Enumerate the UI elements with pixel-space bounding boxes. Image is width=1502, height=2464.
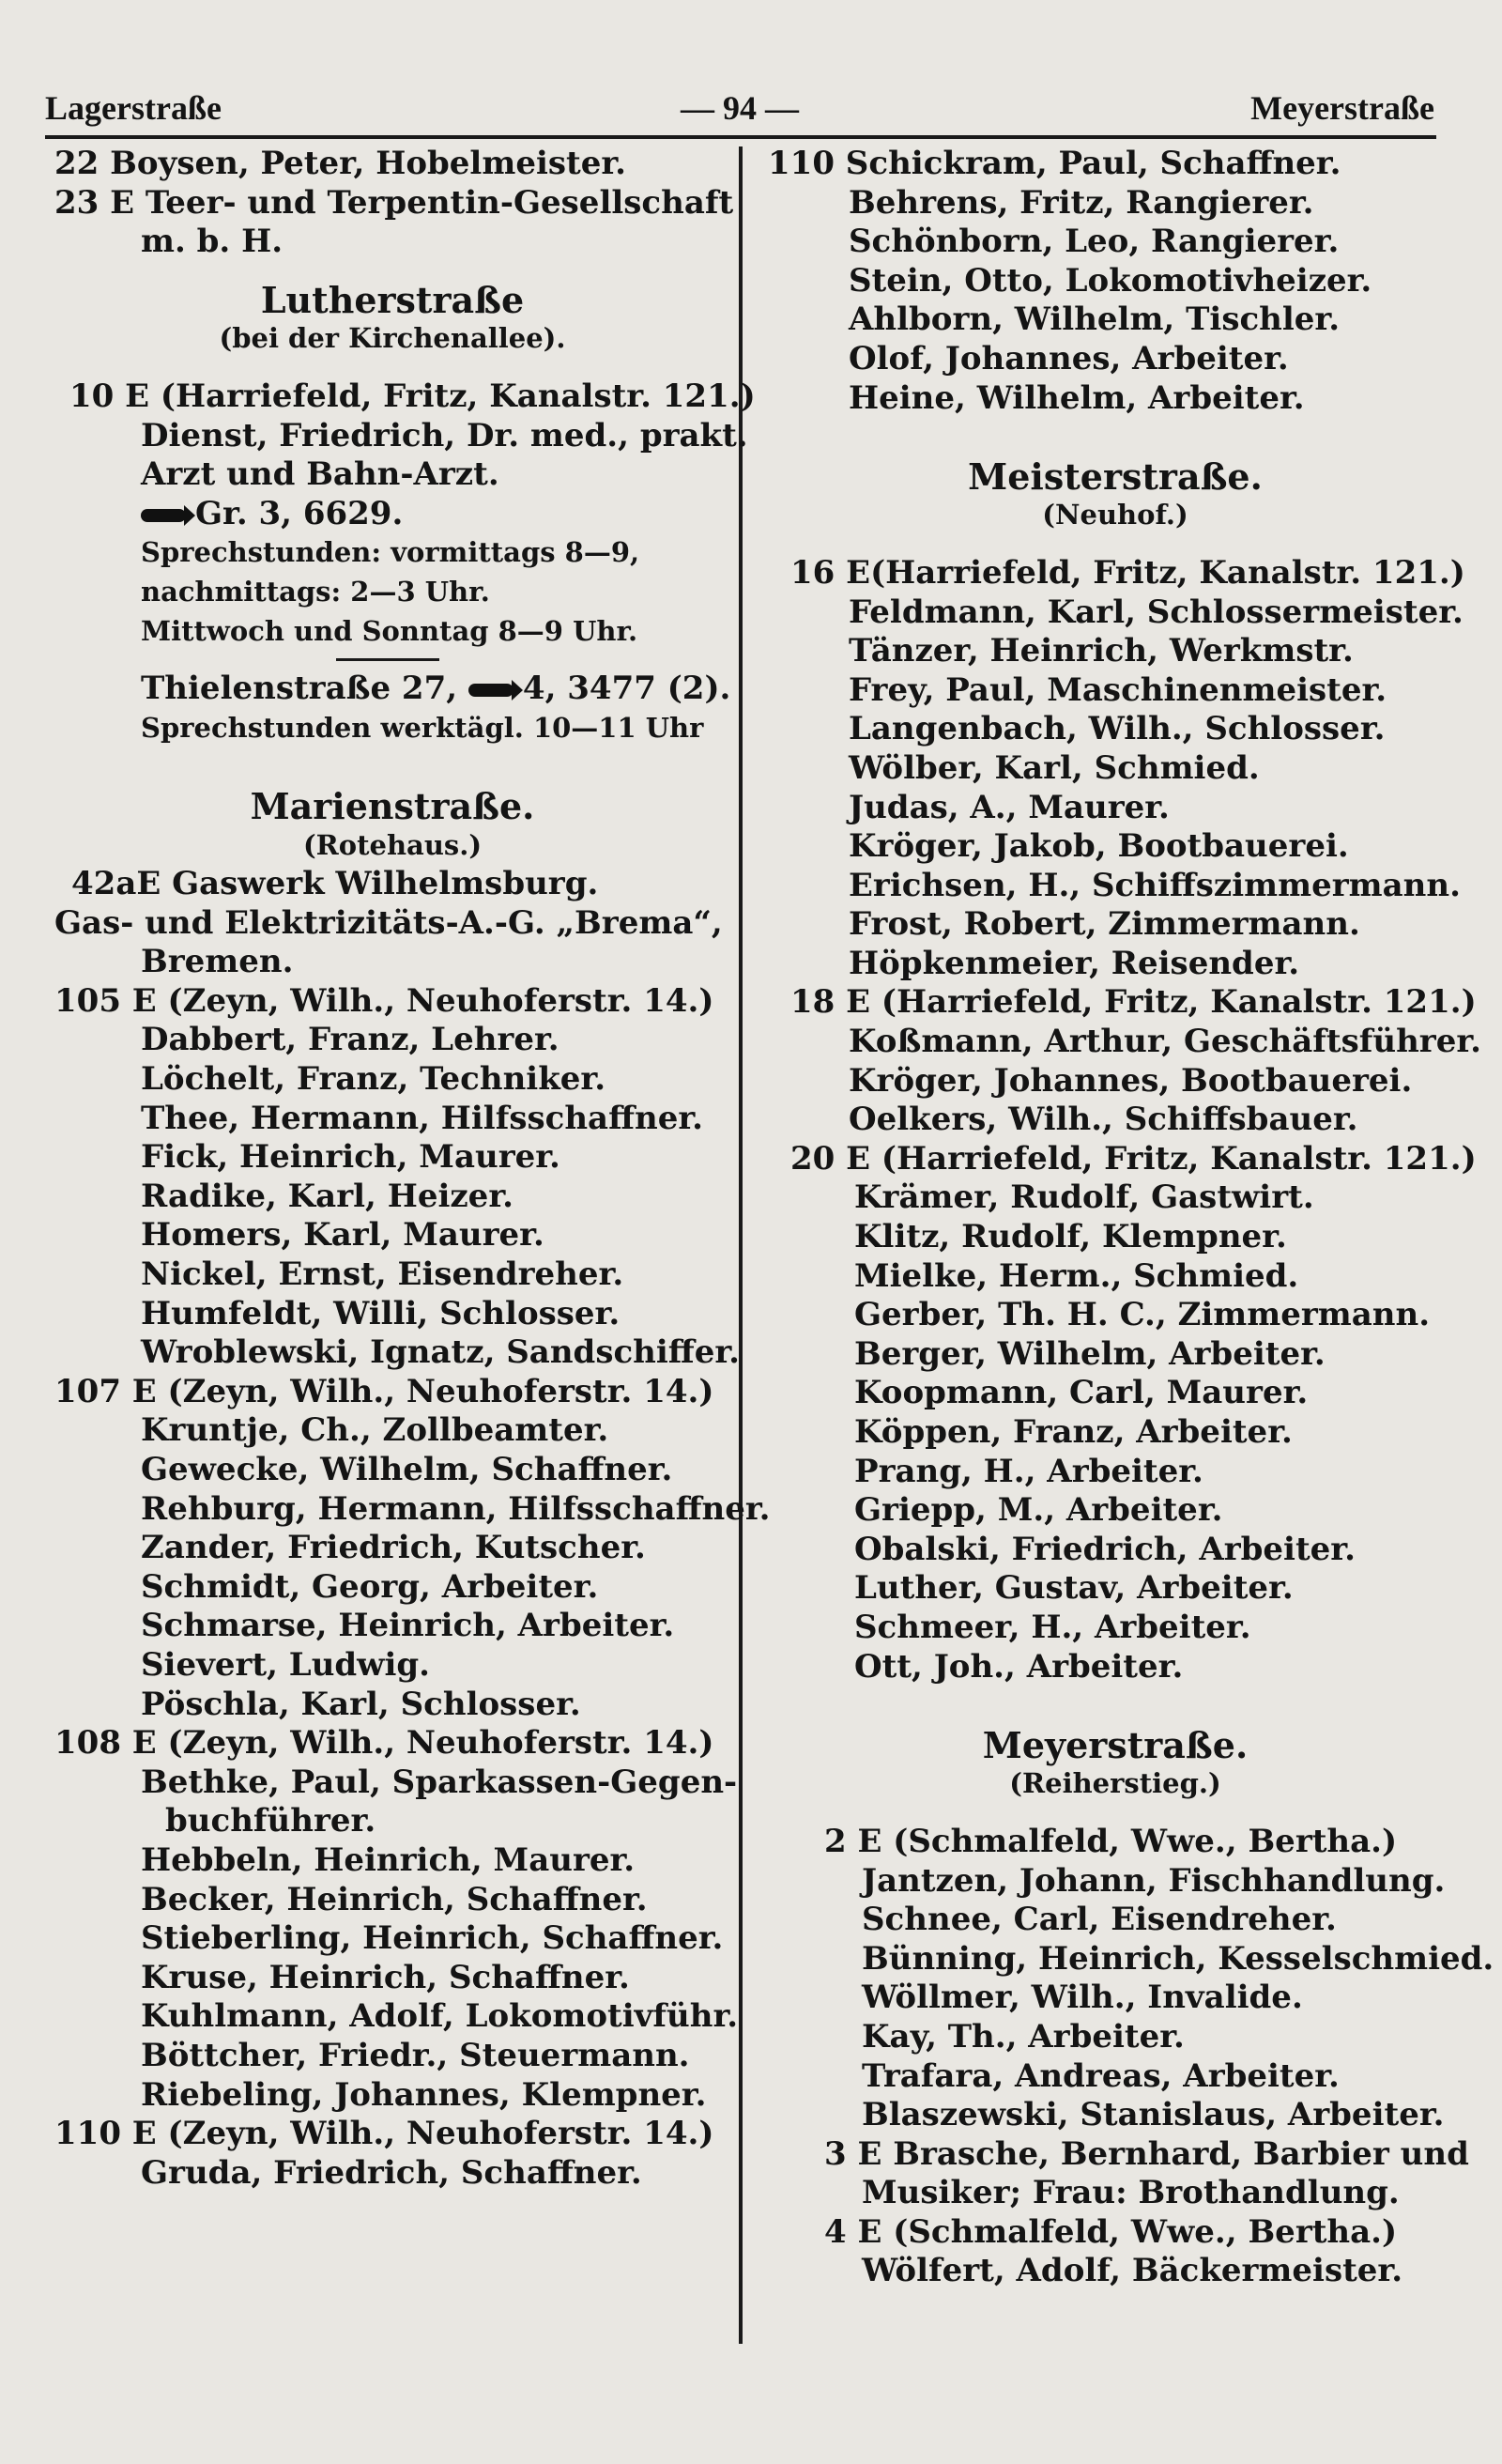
page-header xyxy=(45,79,1434,131)
entry-line: Prang, H., Arbeiter. xyxy=(854,1452,1203,1490)
entry-line: Wölber, Karl, Schmied. xyxy=(849,748,1260,787)
street-heading-meisterstrasse: Meisterstraße. xyxy=(968,454,1263,498)
telephone-icon xyxy=(141,509,186,522)
entry-line: Kruse, Heinrich, Schaffner. xyxy=(141,1958,630,1996)
right-column xyxy=(768,145,1494,2291)
entry-line: Ahlborn, Wilhelm, Tischler. xyxy=(849,300,1341,339)
house-entry: 110 E (Zeyn, Wilh., Neuhoferstr. 14.) xyxy=(54,2115,714,2153)
street-subheading: (Rotehaus.) xyxy=(302,828,483,861)
entry-line: Riebeling, Johannes, Klempner. xyxy=(141,2075,707,2114)
entry-line: Stieberling, Heinrich, Schaffner. xyxy=(141,1919,724,1958)
entry-line: Bünning, Heinrich, Kesselschmied. xyxy=(862,1939,1494,1978)
entry-line: Frost, Robert, Zimmermann. xyxy=(849,905,1360,944)
entry-line: Frey, Paul, Maschinenmeister. xyxy=(849,670,1387,709)
phone-line: Thielenstraße 27, 4, 3477 (2). xyxy=(141,670,731,708)
entry-line: Koopmann, Carl, Maurer. xyxy=(854,1374,1309,1412)
entry-line: Blaszewski, Stanislaus, Arbeiter. xyxy=(862,2096,1445,2134)
house-entry: 3 E Brasche, Bernhard, Barbier und xyxy=(824,2134,1469,2173)
house-entry: 20 E (Harriefeld, Fritz, Kanalstr. 121.) xyxy=(790,1139,1477,1178)
entry-line: Rehburg, Hermann, Hilfsschaffner. xyxy=(141,1489,771,1528)
entry-line: Becker, Heinrich, Schaffner. xyxy=(141,1880,648,1918)
street-heading-meyerstrasse: Meyerstraße. xyxy=(982,1723,1249,1766)
entry-line: Luther, Gustav, Arbeiter. xyxy=(854,1569,1294,1608)
house-entry: 110 Schickram, Paul, Schaffner. xyxy=(768,145,1341,182)
street-subheading: (bei der Kirchenallee). xyxy=(219,322,566,355)
entry-line: Krämer, Rudolf, Gastwirt. xyxy=(854,1178,1314,1217)
house-entry: 105 E (Zeyn, Wilh., Neuhoferstr. 14.) xyxy=(54,981,714,1020)
entry-line: Trafara, Andreas, Arbeiter. xyxy=(862,2056,1340,2095)
entry-line: Gruda, Friedrich, Schaffner. xyxy=(141,2153,642,2192)
entry-line: Koßmann, Arthur, Geschäftsführer. xyxy=(849,1023,1481,1061)
entry-line: Schmidt, Georg, Arbeiter. xyxy=(141,1567,599,1606)
entry-line: Schmarse, Heinrich, Arbeiter. xyxy=(141,1607,675,1645)
entry-line: Griepp, M., Arbeiter. xyxy=(854,1491,1223,1530)
entry-line: 22 Boysen, Peter, Hobelmeister. xyxy=(54,145,626,182)
street-heading-marienstrasse: Marienstraße. xyxy=(250,784,535,827)
entry-line: Wölfert, Adolf, Bäckermeister. xyxy=(862,2252,1403,2290)
entry-line: Sprechstunden: vormittags 8—9, xyxy=(141,536,640,569)
house-entry: 108 E (Zeyn, Wilh., Neuhoferstr. 14.) xyxy=(54,1724,714,1763)
entry-line: Dabbert, Franz, Lehrer. xyxy=(141,1021,559,1059)
entry-line: Judas, A., Maurer. xyxy=(849,788,1170,826)
entry-line: Humfeldt, Willi, Schlosser. xyxy=(141,1294,621,1332)
house-entry: 16 E(Harriefeld, Fritz, Kanalstr. 121.) xyxy=(790,553,1465,592)
entry-line: Heine, Wilhelm, Arbeiter. xyxy=(849,378,1305,417)
entry-line: Kröger, Jakob, Bootbauerei. xyxy=(849,827,1349,866)
entry-line: buchführer. xyxy=(165,1802,376,1840)
entry-line: Behrens, Fritz, Rangierer. xyxy=(849,183,1314,222)
entry-line: nachmittags: 2—3 Uhr. xyxy=(141,575,490,608)
entry-line: Kuhlmann, Adolf, Lokomotivführ. xyxy=(141,1997,739,2036)
house-entry: 42aE Gaswerk Wilhelmsburg. xyxy=(71,865,599,903)
entry-line: Wroblewski, Ignatz, Sandschiffer. xyxy=(141,1333,740,1372)
entry-line: Jantzen, Johann, Fischhandlung. xyxy=(862,1861,1446,1900)
telephone-icon xyxy=(468,684,513,697)
left-column xyxy=(54,145,771,2193)
entry-line: Mielke, Herm., Schmied. xyxy=(854,1256,1299,1295)
house-entry: 107 E (Zeyn, Wilh., Neuhoferstr. 14.) xyxy=(54,1372,714,1410)
entry-line: Köppen, Franz, Arbeiter. xyxy=(854,1413,1293,1451)
entry-line: Gerber, Th. H. C., Zimmermann. xyxy=(854,1296,1431,1334)
entry-line: Pöschla, Karl, Schlosser. xyxy=(141,1685,581,1723)
header-left-street: Lagerstraße xyxy=(45,89,222,127)
entry-line: Tänzer, Heinrich, Werkmstr. xyxy=(849,632,1354,670)
entry-line: Wöllmer, Wilh., Invalide. xyxy=(862,1979,1303,2017)
entry-line: Bremen. xyxy=(141,943,294,981)
house-entry: 10 E (Harriefeld, Fritz, Kanalstr. 121.) xyxy=(69,377,756,415)
entry-line: Stein, Otto, Lokomotivheizer. xyxy=(849,261,1372,300)
house-entry: 18 E (Harriefeld, Fritz, Kanalstr. 121.) xyxy=(790,983,1477,1022)
entry-line: 23 E Teer- und Terpentin-Gesellschaft xyxy=(54,183,734,222)
entry-line: Böttcher, Friedr., Steuermann. xyxy=(141,2036,690,2074)
page-number: — 94 — xyxy=(681,89,799,127)
entry-line: Hebbeln, Heinrich, Maurer. xyxy=(141,1840,636,1879)
entry-line: Sievert, Ludwig. xyxy=(141,1645,430,1684)
entry-line: Schmeer, H., Arbeiter. xyxy=(854,1608,1251,1646)
entry-line: Olof, Johannes, Arbeiter. xyxy=(849,339,1289,377)
entry-line: Musiker; Frau: Brothandlung. xyxy=(862,2174,1400,2212)
house-entry: 4 E (Schmalfeld, Wwe., Bertha.) xyxy=(824,2212,1398,2251)
entry-line: Thee, Hermann, Hilfsschaffner. xyxy=(141,1099,703,1137)
street-subheading: (Neuhof.) xyxy=(1042,499,1188,531)
entry-line: m. b. H. xyxy=(141,223,284,261)
entry-line: Feldmann, Karl, Schlossermeister. xyxy=(849,593,1464,631)
entry-line: Gewecke, Wilhelm, Schaffner. xyxy=(141,1451,673,1488)
entry-line: Zander, Friedrich, Kutscher. xyxy=(141,1529,646,1567)
entry-line: Oelkers, Wilh., Schiffsbauer. xyxy=(849,1101,1358,1139)
entry-line: Dienst, Friedrich, Dr. med., prakt. xyxy=(141,416,748,454)
entry-line: Gas- und Elektrizitäts-A.-G. „Brema“, xyxy=(54,903,723,942)
entry-line: Sprechstunden werktägl. 10—11 Uhr xyxy=(141,711,704,744)
entry-line: Radike, Karl, Heizer. xyxy=(141,1177,513,1215)
street-heading-lutherstrasse: Lutherstraße xyxy=(260,278,525,321)
house-entry: 2 E (Schmalfeld, Wwe., Bertha.) xyxy=(824,1822,1398,1860)
entry-line: Löchelt, Franz, Techniker. xyxy=(141,1060,606,1099)
entry-line: Schnee, Carl, Eisendreher. xyxy=(862,1901,1337,1939)
entry-line: Homers, Karl, Maurer. xyxy=(141,1216,544,1255)
entry-line: Erichsen, H., Schiffszimmermann. xyxy=(849,866,1461,904)
entry-line: Kröger, Johannes, Bootbauerei. xyxy=(849,1061,1413,1100)
entry-line: Fick, Heinrich, Maurer. xyxy=(141,1138,560,1177)
entry-line: Berger, Wilhelm, Arbeiter. xyxy=(854,1334,1326,1373)
entry-line: Mittwoch und Sonntag 8—9 Uhr. xyxy=(141,614,638,647)
column-divider xyxy=(739,146,743,2344)
entry-line: Klitz, Rudolf, Klempner. xyxy=(854,1218,1287,1256)
entry-line: Kay, Th., Arbeiter. xyxy=(862,2017,1185,2056)
separator xyxy=(54,651,730,670)
phone-line: Gr. 3, 6629. xyxy=(54,495,730,534)
entry-line: Obalski, Friedrich, Arbeiter. xyxy=(854,1530,1356,1568)
entry-line: Langenbach, Wilh., Schlosser. xyxy=(849,710,1386,748)
entry-line: Ott, Joh., Arbeiter. xyxy=(854,1647,1184,1686)
street-subheading: (Reiherstieg.) xyxy=(1009,1767,1221,1800)
entry-line: Bethke, Paul, Sparkassen-Gegen- xyxy=(141,1763,738,1801)
entry-line: Kruntje, Ch., Zollbeamter. xyxy=(141,1411,609,1450)
header-right-street: Meyerstraße xyxy=(1250,89,1434,127)
entry-line: Höpkenmeier, Reisender. xyxy=(849,944,1300,982)
header-rule xyxy=(45,135,1436,139)
entry-line: Arzt und Bahn-Arzt. xyxy=(141,455,499,494)
entry-line: Nickel, Ernst, Eisendreher. xyxy=(141,1255,624,1294)
entry-line: Schönborn, Leo, Rangierer. xyxy=(849,223,1340,261)
